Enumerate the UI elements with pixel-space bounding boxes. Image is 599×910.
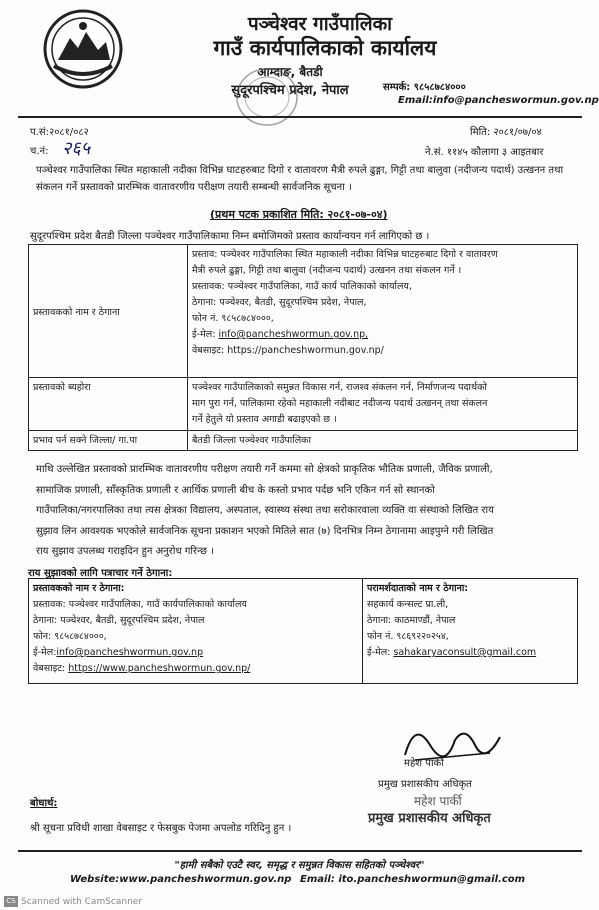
correspondence-heading: राय सुझावको लागि पत्राचार गर्ने ठेगाना: bbox=[28, 568, 173, 579]
scanner-text: Scanned with CamScanner bbox=[21, 897, 143, 907]
email-label: ई-मेल: bbox=[367, 647, 394, 658]
consultant-email-link[interactable]: sahakaryaconsult@gmail.com bbox=[393, 647, 537, 658]
email-line bbox=[192, 327, 573, 343]
body-line: गाउँपालिका/नगरपालिका तथा त्यस क्षेत्रका विद्यालय, अस्पताल, स्वास्थ्य संस्था तथा सरोकारवाला व्यक्ति वा संस्थाको लिखित राय bbox=[36, 505, 494, 516]
website-line[interactable]: वेबसाइट: https://pancheshwormun.gov.np/ bbox=[192, 345, 384, 356]
footer-motto: "हामी सबैको एउटै स्वर, समृद्ध र समुन्नत विकास सहितको पञ्चेश्वर" bbox=[174, 860, 425, 871]
footer-email[interactable]: Email: ito.pancheshwormun@gmail.com bbox=[300, 874, 526, 885]
email-link[interactable]: info@pancheshwormun.gov.np, bbox=[218, 329, 369, 340]
proposer-phone-line: फोन: ९८५८७८४०००, bbox=[33, 631, 107, 642]
proposer-details bbox=[188, 245, 578, 378]
description-line: माग पुरा गर्न, पालिकामा रहेको महाकाली नदीबाट नदीजन्य पदार्थ उत्खनन् तथा संकलन bbox=[192, 398, 488, 409]
province-name: सुदूरपश्चिम प्रदेश, नेपाल bbox=[231, 83, 349, 98]
consultant-title: परामर्शदाताको नाम र ठेगाना: bbox=[367, 583, 469, 594]
consultant-phone: फोन नं. ९८६९२२०२५४, bbox=[367, 631, 449, 642]
description-line: पञ्चेश्वर गाउँपालिकाको समुन्नत विकास गर्न, राजश्व संकलन गर्न, निर्माणजन्य पदार्थको bbox=[192, 382, 487, 393]
cc-heading: बोधार्थ: bbox=[30, 798, 58, 809]
address-line: ठेगाना: पञ्चेश्वर, बैतडी, सुदूरपश्चिम प्रदेश, नेपाल, bbox=[192, 297, 367, 308]
affected-area-label: प्रभाव पर्न सक्ने जिल्ला/ गा.पा bbox=[29, 431, 188, 451]
letter-date: मिति: २०८१/०७/०४ bbox=[470, 127, 542, 138]
office-name: गाउँ कार्यपालिकाको कार्यालय bbox=[213, 36, 437, 60]
proposal-line: प्रस्ताव: पञ्चेश्वर गाउँपालिका स्थित महाकाली नदीका विभिन्न घाटहरुबाट दिगो र वातावरण bbox=[192, 249, 498, 260]
patra-sankhya: प.सं:२०८१/०८२ bbox=[30, 127, 89, 138]
body-line: माथि उल्लेखित प्रस्तावको प्रारम्भिक वातावरणीय परीक्षण तयारी गर्ने कममा सो क्षेत्रको प्राकृतिक भौतिक प्रणाली, जैविक प्रणाली, bbox=[36, 464, 493, 475]
proposal-description-label: प्रस्तावको ब्यहोरा bbox=[29, 378, 188, 431]
consultant-name: सहकार्य कन्सल्ट प्रा.ली, bbox=[367, 599, 449, 610]
correspondence-table bbox=[28, 578, 578, 684]
affected-area-value: बैतडी जिल्ला पञ्चेश्वर गाउँपालिका bbox=[188, 431, 578, 451]
signatory-name: महेश पार्की bbox=[404, 758, 444, 769]
notice-subject: पञ्चेश्वर गाउँपालिका स्थित महाकाली नदीका विभिन्न घाटहरुबाट दिगो र वातावरण मैत्री रुपले ढुङ्गा, गिट्टी तथा बालुवा (नदीजन्य पदार्थ) उत्खनन तथा संकलन गर्ने प्रस्तावको प्रारम्भिक वातावरणीय परीक्षण तयारी सम्बन्धी सार्वजनिक सूचना । bbox=[36, 165, 564, 193]
municipality-name: पञ्चेश्वर गाउँपालिका bbox=[247, 13, 393, 35]
proposer-contact-cell bbox=[29, 579, 363, 684]
proposer-contact-line: प्रस्तावक: पञ्चेश्वर गाउँपालिका, गाउँ कार्यपालिकाको कार्यालय bbox=[33, 599, 247, 610]
proposer-web-line bbox=[33, 661, 358, 677]
email-label: ई-मेल: bbox=[192, 329, 219, 340]
proposer-email-line bbox=[33, 645, 358, 661]
contact-email: Email:info@pancheswormun.gov.np bbox=[398, 95, 599, 106]
signatory-title: प्रमुख प्रशासकीय अधिकृत bbox=[378, 779, 472, 790]
body-line: सुझाव लिन आवश्यक भएकोले सार्वजनिक सूचना प्रकाशन भएको मितिले सात (७) दिनभित्र निम्न ठेगानामा आइपुग्ने गरी लिखित bbox=[36, 525, 494, 537]
stamp-title: प्रमुख प्रशासकीय अधिकृत bbox=[368, 811, 491, 826]
round-seal-stamp bbox=[232, 64, 302, 130]
proposer-label: प्रस्तावकको नाम र ठेगाना bbox=[29, 245, 188, 378]
body-line: राय सुझाव उपलब्ध गराइदिन हुन अनुरोध गरिन्छ । bbox=[36, 546, 214, 557]
proposer-address-line: ठेगाना: पञ्चेश्वर, बैतडी, सुदूरपश्चिम प्रदेश, नेपाल bbox=[33, 615, 205, 626]
office-address: आम्दाङ, बैतडी bbox=[257, 65, 323, 79]
notice-body bbox=[36, 460, 576, 563]
intro-text: सुदूरपश्चिम प्रदेश बैतडी जिल्ला पञ्चेश्वर गाउँपालिकामा निम्न बमोजिमको प्रस्ताव कार्यान्वयन गर्न लागिएको छ । bbox=[30, 231, 430, 242]
header-divider bbox=[18, 116, 582, 118]
proposer-contact-title: प्रस्तावकको नाम र ठेगाना: bbox=[33, 583, 125, 594]
email-label: ई-मेल: bbox=[33, 647, 57, 658]
cc-text: श्री सूचना प्रविधी शाखा वेबसाइट र फेसबुक पेजमा अपलोड गरिदिनु हुन । bbox=[30, 823, 292, 834]
footer-website[interactable]: Website:www.pancheshwormun.gov.np bbox=[70, 874, 292, 885]
chalani-number: २६५ bbox=[62, 138, 91, 159]
stamp-name: महेश पार्की bbox=[414, 794, 462, 808]
proposer-email-link[interactable]: info@pancheshwormun.gov.np bbox=[56, 647, 204, 658]
website-label: वेबसाइट: bbox=[33, 663, 69, 674]
proposer-website-link[interactable]: https://www.pancheshwormun.gov.np/ bbox=[68, 663, 251, 674]
nepal-sambat-date: ने.सं. ११४५ कौलागा ३ आइतबार bbox=[425, 147, 544, 158]
description-line: गर्ने हेतुले यो प्रस्ताव अगाडी बढाइएको छ । bbox=[192, 414, 337, 425]
consultant-email-line bbox=[367, 645, 573, 661]
body-line: सामाजिक प्रणाली, साँस्कृतिक प्रणाली र आर्थिक प्रणाली बीच के कस्तो प्रभाव पर्दछ भनि एकिन गर्न सो स्थानको bbox=[36, 484, 435, 496]
scanner-watermark bbox=[4, 896, 142, 907]
first-published-date: (प्रथम पटक प्रकाशित मिति: २०८१-०७-०४) bbox=[210, 208, 388, 221]
footer-divider bbox=[18, 850, 582, 852]
proposal-table bbox=[28, 244, 578, 451]
proposal-line: मैत्री रुपले ढुङ्गा, गिट्टी तथा बालुवा (नदीजन्य पदार्थ) उत्खनन तथा संकलन गर्ने । bbox=[192, 265, 462, 276]
proposal-description bbox=[188, 378, 578, 431]
chalani-label: च.नं: bbox=[30, 146, 49, 157]
camscanner-icon: CS bbox=[4, 896, 18, 907]
consultant-contact-cell bbox=[363, 579, 578, 684]
consultant-address: ठेगाना: काठमाण्डौं, नेपाल bbox=[367, 615, 456, 626]
phone-line: फोन नं. ९८५८७८४०००, bbox=[192, 313, 274, 324]
proposer-line: प्रस्तावक: पञ्चेश्वर गाउँपालिका, गाउँ कार्य पालिकाको कार्यालय, bbox=[192, 281, 412, 292]
emblem-logo-icon bbox=[40, 8, 126, 90]
contact-phone: सम्पर्क: ९८५८७८४००० bbox=[383, 82, 466, 93]
